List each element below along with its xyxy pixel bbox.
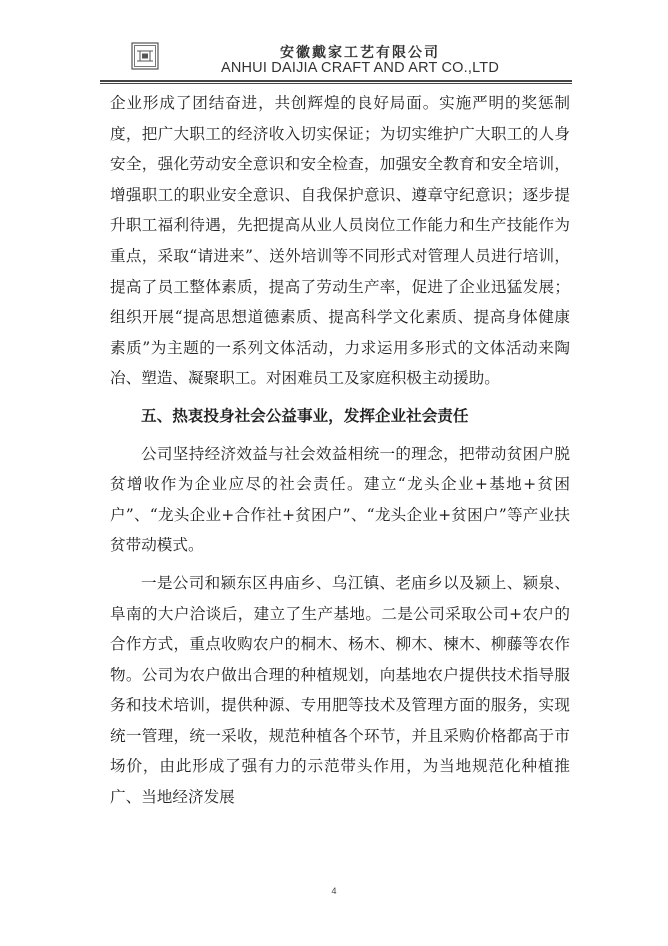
paragraph: 公司坚持经济效益与社会效益相统一的理念，把带动贫困户脱贫增收作为企业应尽的社会责任。建立“龙头企业+基地+贫困户”、“龙头企业+合作社+贫困户”、“龙头企业+贫困户”等产业扶贫带动模式。 <box>110 444 570 555</box>
page-number: 4 <box>331 886 337 896</box>
section-heading: 五、热衷投身社会公益事业，发挥企业社会责任 <box>141 406 469 425</box>
company-name-en: ANHUI DAIJIA CRAFT AND ART CO.,LTD <box>220 60 500 76</box>
paragraph-continuation: 企业形成了团结奋进，共创辉煌的良好局面。实施严明的奖惩制度，把广大职工的经济收入切实保证；为切实维护广大职工的人身安全，强化劳动安全意识和安全检查，加强安全教育和安全培训，增强职工的职业安全意识、自我保护意识、遵章守纪意识；逐步提升职工福利待遇，先把提高从业人员岗位工作能力和生产技能作为重点，采取“请进来”、送外培训等不同形式对管理人员进行培训，提高了员工整体素质，提高了劳动生产率，促进了企业迅猛发展；组织开展“提高思想道德素质、提高科学文化素质、提高身体健康素质”为主题的一系列文体活动，力求运用多形式的文体活动来陶冶、塑造、凝聚职工。对困难员工及家庭积极主动援助。 <box>110 94 570 388</box>
header-rule-thin <box>100 83 572 84</box>
letterhead <box>0 0 668 90</box>
document-body <box>110 88 570 813</box>
paragraph: 一是公司和颍东区冉庙乡、乌江镇、老庙乡以及颍上、颍泉、阜南的大户洽谈后，建立了生产基地。二是公司采取公司+农户的合作方式，重点收购农户的桐木、杨木、柳木、楝木、柳藤等农作物。公司为农户做出合理的种植规划，向基地农户提供技术指导服务和技术培训，提供种源、专用肥等技术及管理方面的服务，实现统一管理，统一采收，规范种植各个环节，并且采购价格都高于市场价，由此形成了强有力的示范带头作用，为当地规范化种植推广、当地经济发展 <box>110 573 570 807</box>
header-rule <box>100 80 572 82</box>
company-logo-icon <box>131 42 159 70</box>
company-name-cn: 安徽戴家工艺有限公司 <box>280 45 440 61</box>
